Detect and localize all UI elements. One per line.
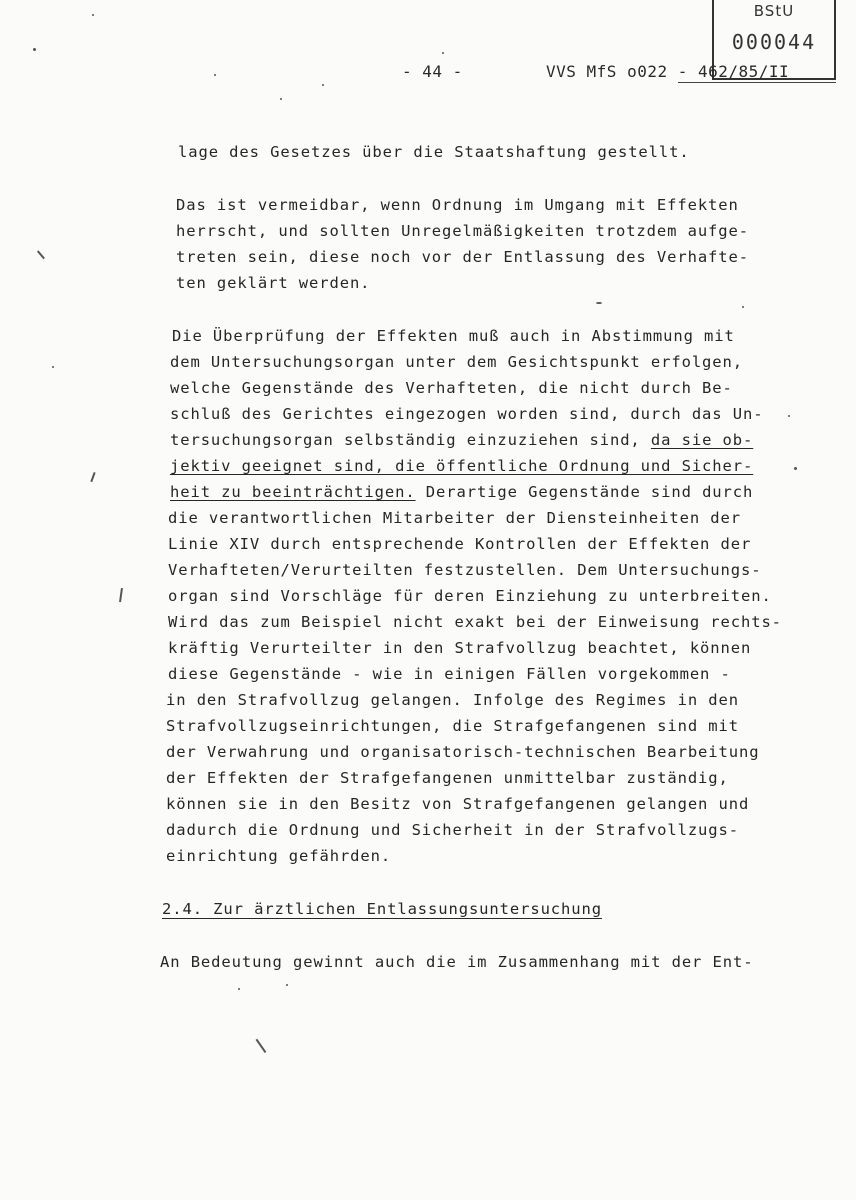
page-header [0, 62, 856, 86]
text-line [170, 430, 753, 450]
underlined-text: heit zu beeinträchtigen. [170, 483, 416, 501]
scan-speck [52, 366, 54, 368]
text-line: in den Strafvollzug gelangen. Infolge des Regimes in den [166, 691, 739, 709]
text-line: ten geklärt werden. [176, 274, 371, 292]
text-line: Wird das zum Beispiel nicht exakt bei der Einweisung rechts- [168, 613, 782, 631]
text-line [170, 482, 753, 502]
text-line: Das ist vermeidbar, wenn Ordnung im Umgang mit Effekten [176, 196, 739, 214]
text-line: die verantwortlichen Mitarbeiter der Diensteinheiten der [168, 509, 741, 527]
scan-speck [92, 14, 94, 16]
scan-mark [256, 1039, 266, 1053]
scan-speck [33, 48, 36, 51]
text-line: lage des Gesetzes über die Staatshaftung gestellt. [178, 143, 690, 161]
scan-speck [286, 984, 288, 986]
scan-speck [238, 988, 240, 990]
text-line: herrscht, und sollten Unregelmäßigkeiten trotzdem aufge- [176, 222, 749, 240]
text-line [170, 456, 753, 476]
text-segment: tersuchungsorgan selbständig einzuziehen sind, [170, 431, 641, 449]
scan-mark [119, 588, 122, 602]
text-line: Die Überprüfung der Effekten muß auch in Abstimmung mit [172, 327, 735, 345]
scan-speck [280, 98, 282, 100]
scan-speck [214, 74, 216, 76]
text-line: An Bedeutung gewinnt auch die im Zusammenhang mit der Ent- [160, 953, 754, 971]
scan-mark [37, 251, 45, 260]
scan-speck [742, 306, 744, 308]
text-segment: Derartige Gegenstände sind durch [415, 483, 754, 501]
scan-speck [442, 52, 444, 54]
text-line: Linie XIV durch entsprechende Kontrollen der Effekten der [168, 535, 752, 553]
text-line: der Effekten der Strafgefangenen unmittelbar zuständig, [166, 769, 729, 787]
scan-speck [596, 302, 602, 304]
text-line: diese Gegenstände - wie in einigen Fällen vorgekommen - [168, 665, 731, 683]
scan-speck [322, 84, 324, 86]
text-line: dem Untersuchungsorgan unter dem Gesichtspunkt erfolgen, [170, 353, 743, 371]
underlined-text: jektiv geeignet sind, die öffentliche Ordnung und Sicher- [170, 457, 754, 475]
scan-speck [788, 415, 790, 417]
scan-mark [90, 472, 95, 482]
underlined-text: da sie ob- [650, 431, 754, 449]
text-line: organ sind Vorschläge für deren Einziehung zu unterbreiten. [168, 587, 772, 605]
page-number: - 44 - [402, 62, 463, 81]
stamp-number: 000044 [731, 30, 817, 54]
text-line: dadurch die Ordnung und Sicherheit in der Strafvollzugs- [166, 821, 739, 839]
text-line: treten sein, diese noch vor der Entlassung des Verhafte- [176, 248, 749, 266]
text-line: Strafvollzugseinrichtungen, die Strafgefangenen sind mit [166, 717, 739, 735]
stamp-organization: BStU [753, 2, 795, 20]
scan-speck [794, 467, 797, 470]
document-reference: VVS MfS o022 - 462/85/II [546, 62, 790, 81]
text-line: einrichtung gefährden. [166, 847, 392, 865]
text-line: Verhafteten/Verurteilten festzustellen. Dem Untersuchungs- [168, 561, 762, 579]
text-line: welche Gegenstände des Verhafteten, die nicht durch Be- [170, 379, 733, 397]
section-heading: 2.4. Zur ärztlichen Entlassungsuntersuchung [162, 900, 602, 918]
text-line: schluß des Gerichtes eingezogen worden sind, durch das Un- [170, 405, 764, 423]
text-line: der Verwahrung und organisatorisch-technischen Bearbeitung [166, 743, 760, 761]
reference-underline [678, 82, 836, 83]
text-line: kräftig Verurteilter in den Strafvollzug beachtet, können [168, 639, 752, 657]
text-line: können sie in den Besitz von Strafgefangenen gelangen und [166, 795, 750, 813]
